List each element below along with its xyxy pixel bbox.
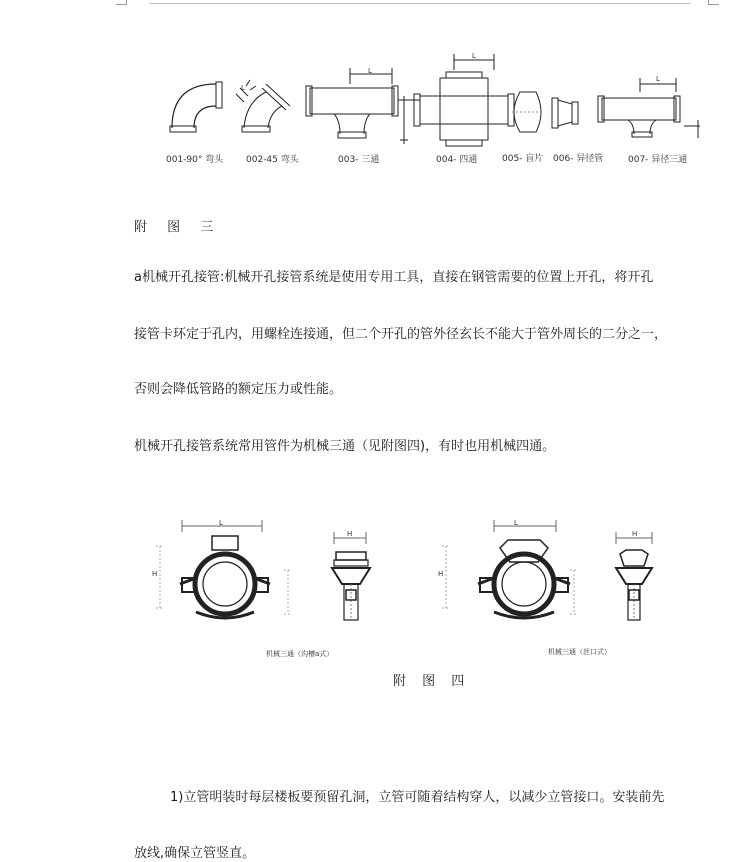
fig3-title: 附 图 三: [134, 220, 222, 235]
fig4-right-dim-L: L: [514, 519, 518, 527]
para1-line3: 否则会降低管路的额定压力或性能。: [134, 382, 343, 397]
para1-line2: 接管卡环定于孔内，用螺栓连接通，但二个开孔的管外径玄长不能大于管外周长的二分之一，: [134, 327, 668, 342]
fig4-right-dim-H2: H: [632, 530, 638, 538]
fig4-left-dim-H2: H: [347, 530, 353, 538]
caption-blind: 005- 盲片: [502, 154, 544, 164]
tee-icon: [306, 68, 420, 138]
fig4-title: 附 图 四: [393, 674, 471, 689]
mechanical-tee-threaded-front-icon: [442, 520, 578, 618]
para2: 机械开孔接管系统常用管件为机械三通（见附图四)，有时也用机械四通。: [134, 439, 556, 454]
mechanical-tee-grooved-front-icon: [156, 520, 292, 618]
fig4-right-caption: 机械三通（丝口式）: [548, 648, 611, 656]
caption-reducing-tee: 007- 异径三通: [628, 155, 688, 165]
fig4-right-dim-H1: H: [438, 570, 444, 578]
fig3-dim-label-1: L: [368, 67, 372, 75]
reducer-icon: [552, 98, 578, 128]
fig4-left-caption: 机械三通（沟槽a式）: [266, 650, 334, 658]
fig3-dim-label-2: L: [472, 52, 476, 60]
caption-reducer: 006- 异径管: [553, 154, 604, 164]
mechanical-tee-threaded-side-icon: [616, 532, 652, 620]
blind-plate-icon: [512, 92, 544, 132]
para1-line1: a机械开孔接管:机械开孔接管系统是使用专用工具，直接在钢管需要的位置上开孔，将开孔: [134, 270, 654, 285]
fig4-left-dim-L: L: [219, 519, 223, 527]
fig3-dim-label-4: L: [241, 84, 245, 92]
caption-tee: 003- 三通: [338, 155, 380, 165]
para3-line2: 放线,确保立管竖直。: [134, 846, 256, 861]
elbow-90-icon: [170, 82, 222, 132]
mechanical-tee-grooved-side-icon: [332, 532, 370, 620]
reducing-tee-icon: [598, 78, 700, 138]
fig4-drawing: [0, 500, 755, 700]
para3-line1: 1)立管明装时每层楼板要预留孔洞，立管可随着结构穿人，以减少立管接口。安装前先: [170, 790, 665, 805]
caption-cross: 004- 四通: [436, 155, 478, 165]
fig4-left-dim-H1: H: [152, 570, 158, 578]
caption-elbow-90: 001-90° 弯头: [166, 155, 224, 165]
fig3-dim-label-3: L: [656, 75, 660, 83]
caption-elbow-45: 002-45 弯头: [246, 155, 299, 165]
